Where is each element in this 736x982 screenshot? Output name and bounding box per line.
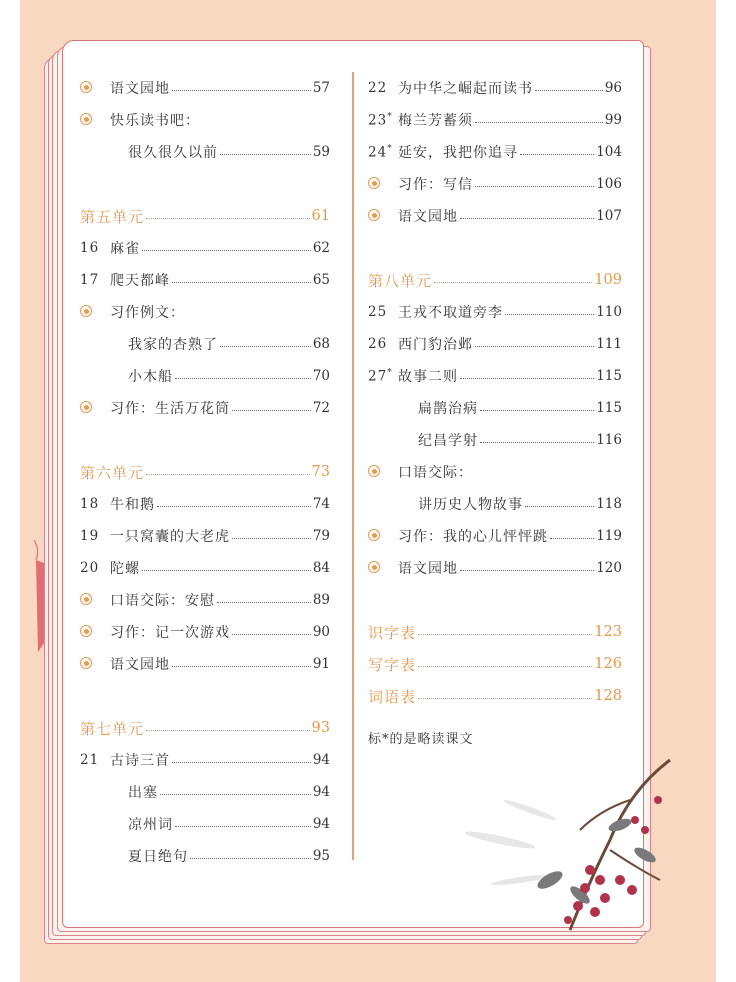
entry-title: 第七单元 <box>80 719 145 738</box>
leader-dots <box>550 538 594 539</box>
leader-dots <box>157 506 311 507</box>
page-number: 74 <box>312 496 330 512</box>
leader-dots <box>172 282 311 283</box>
plum-branch-illustration-icon <box>460 730 700 950</box>
lesson-number: 19 <box>80 528 100 544</box>
column-divider <box>352 72 354 860</box>
entry-title: 夏日绝句 <box>128 849 188 865</box>
entry-title: 第八单元 <box>368 271 433 290</box>
section-gap <box>80 680 330 712</box>
toc-entry[interactable] <box>80 328 330 360</box>
page-number: 106 <box>596 176 622 192</box>
bullet-circle-icon <box>80 304 110 320</box>
leader-dots <box>418 666 592 667</box>
toc-entry[interactable] <box>368 104 622 136</box>
bullet-circle-icon <box>80 112 110 128</box>
page-number: 111 <box>596 336 622 352</box>
entry-title: 延安，我把你追寻 <box>398 145 518 161</box>
page-number: 95 <box>312 848 330 864</box>
toc-entry[interactable] <box>368 296 622 328</box>
page-number: 104 <box>596 144 622 160</box>
leader-dots <box>475 346 594 347</box>
section-gap <box>80 424 330 456</box>
entry-title: 出塞 <box>128 785 158 801</box>
bullet-circle-icon <box>80 624 110 640</box>
entry-title: 小木船 <box>128 369 173 385</box>
entry-title: 习作：记一次游戏 <box>110 625 230 641</box>
entry-title: 口语交际： <box>398 465 473 481</box>
page-number: 94 <box>312 816 330 832</box>
entry-title: 第五单元 <box>80 207 145 226</box>
leader-dots <box>160 794 311 795</box>
entry-title: 陀螺 <box>110 561 140 577</box>
bullet-circle-icon <box>80 400 110 416</box>
toc-unit-heading[interactable] <box>368 616 622 648</box>
entry-title: 语文园地 <box>398 561 458 577</box>
page-number: 123 <box>594 624 622 640</box>
leader-dots <box>480 442 594 443</box>
entry-title: 牛和鹅 <box>110 497 155 513</box>
page-number: 96 <box>604 80 622 96</box>
leader-dots <box>146 730 310 731</box>
lesson-number: 17 <box>80 272 100 288</box>
leader-dots <box>142 570 311 571</box>
section-gap <box>368 232 622 264</box>
page-number: 94 <box>312 784 330 800</box>
toc-entry[interactable] <box>368 520 622 552</box>
page-number: 109 <box>594 272 622 288</box>
page-number: 99 <box>604 112 622 128</box>
skim-reading-star: * <box>387 111 393 122</box>
page-number: 84 <box>312 560 330 576</box>
entry-title: 麻雀 <box>110 241 140 257</box>
entry-title: 我家的杏熟了 <box>128 337 218 353</box>
entry-title: 王戎不取道旁李 <box>398 305 503 321</box>
leader-dots <box>172 762 311 763</box>
page-number: 61 <box>311 208 330 224</box>
leader-dots <box>460 570 594 571</box>
section-gap <box>368 584 622 616</box>
leader-dots <box>480 410 594 411</box>
leader-dots <box>220 154 311 155</box>
entry-title: 一只窝囊的大老虎 <box>110 529 230 545</box>
leader-dots <box>190 858 311 859</box>
entry-title: 很久很久以前 <box>128 145 218 161</box>
toc-unit-heading[interactable] <box>80 712 330 744</box>
leader-dots <box>418 698 592 699</box>
page-number: 116 <box>596 432 622 448</box>
page-number: 72 <box>312 400 330 416</box>
lesson-number: 23* <box>368 111 393 129</box>
page-number: 118 <box>596 496 622 512</box>
toc-entry[interactable] <box>80 72 330 104</box>
toc-entry[interactable] <box>368 200 622 232</box>
leader-dots <box>460 378 594 379</box>
leader-dots <box>232 538 311 539</box>
entry-title: 纪昌学射 <box>418 433 478 449</box>
page-number: 73 <box>311 464 330 480</box>
lesson-number: 27* <box>368 367 393 385</box>
toc-entry[interactable] <box>368 328 622 360</box>
page-number: 90 <box>312 624 330 640</box>
skim-reading-star: * <box>387 143 393 154</box>
toc-entry[interactable] <box>80 808 330 840</box>
leader-dots <box>535 90 603 91</box>
toc-entry[interactable] <box>80 360 330 392</box>
bullet-circle-icon <box>368 464 398 480</box>
leader-dots <box>520 154 594 155</box>
lesson-number: 18 <box>80 496 100 512</box>
page-number: 126 <box>594 656 622 672</box>
toc-unit-heading[interactable] <box>80 456 330 488</box>
lesson-number: 25 <box>368 304 388 320</box>
entry-title: 习作：写信 <box>398 177 473 193</box>
leader-dots <box>175 378 311 379</box>
page-number: 115 <box>596 400 622 416</box>
page-number: 59 <box>312 144 330 160</box>
section-gap <box>80 168 330 200</box>
bullet-circle-icon <box>80 80 110 96</box>
toc-entry[interactable] <box>80 616 330 648</box>
entry-title: 凉州词 <box>128 817 173 833</box>
toc-entry[interactable] <box>368 424 622 456</box>
lesson-number: 21 <box>80 752 100 768</box>
leader-dots <box>418 634 592 635</box>
toc-unit-heading[interactable] <box>368 264 622 296</box>
toc-right-column <box>368 72 622 747</box>
lesson-number: 24* <box>368 143 393 161</box>
entry-title: 古诗三首 <box>110 753 170 769</box>
toc-entry[interactable] <box>368 488 622 520</box>
toc-entry[interactable] <box>80 296 330 328</box>
lesson-number: 26 <box>368 336 388 352</box>
page-number: 62 <box>312 240 330 256</box>
entry-title: 讲历史人物故事 <box>418 497 523 513</box>
page-number: 70 <box>312 368 330 384</box>
page-number: 91 <box>312 656 330 672</box>
bullet-circle-icon <box>368 560 398 576</box>
toc-entry[interactable] <box>80 392 330 424</box>
toc-entry[interactable] <box>368 360 622 392</box>
page-number: 128 <box>594 688 622 704</box>
toc-entry[interactable] <box>80 552 330 584</box>
entry-title: 词语表 <box>368 687 417 706</box>
toc-entry[interactable] <box>80 648 330 680</box>
leader-dots <box>505 314 594 315</box>
toc-entry[interactable] <box>368 456 622 488</box>
page-number: 79 <box>312 528 330 544</box>
toc-entry[interactable] <box>80 488 330 520</box>
entry-title: 语文园地 <box>110 657 170 673</box>
entry-title: 口语交际：安慰 <box>110 593 215 609</box>
toc-left-column <box>80 72 330 872</box>
entry-title: 写字表 <box>368 655 417 674</box>
leader-dots <box>142 250 311 251</box>
page-number: 89 <box>312 592 330 608</box>
toc-entry[interactable] <box>80 520 330 552</box>
page-number: 94 <box>312 752 330 768</box>
toc-entry[interactable] <box>368 168 622 200</box>
toc-entry[interactable] <box>368 392 622 424</box>
leader-dots <box>232 410 311 411</box>
entry-title: 西门豹治邺 <box>398 337 473 353</box>
entry-title: 习作：生活万花筒 <box>110 401 230 417</box>
skim-reading-note: 标*的是略读课文 <box>368 732 474 747</box>
page-number: 65 <box>312 272 330 288</box>
leader-dots <box>460 218 594 219</box>
toc-entry[interactable] <box>80 232 330 264</box>
page-number: 93 <box>311 720 330 736</box>
bullet-circle-icon <box>368 176 398 192</box>
page-number: 110 <box>596 304 622 320</box>
toc-entry[interactable] <box>80 744 330 776</box>
leader-dots <box>217 602 311 603</box>
toc-entry[interactable] <box>80 264 330 296</box>
page-number: 68 <box>312 336 330 352</box>
leader-dots <box>146 474 310 475</box>
entry-title: 爬天都峰 <box>110 273 170 289</box>
page-number: 57 <box>312 80 330 96</box>
toc-entry[interactable] <box>368 552 622 584</box>
bullet-circle-icon <box>80 656 110 672</box>
bullet-circle-icon <box>368 208 398 224</box>
page-number: 115 <box>596 368 622 384</box>
bullet-circle-icon <box>368 528 398 544</box>
leader-dots <box>232 634 311 635</box>
entry-title: 语文园地 <box>398 209 458 225</box>
toc-unit-heading[interactable] <box>368 648 622 680</box>
bullet-circle-icon <box>80 592 110 608</box>
toc-entry[interactable] <box>368 72 622 104</box>
entry-title: 快乐读书吧： <box>110 113 200 129</box>
leader-dots <box>175 826 311 827</box>
toc-unit-heading[interactable] <box>80 200 330 232</box>
skim-reading-star: * <box>387 367 393 378</box>
page-number: 107 <box>596 208 622 224</box>
entry-title: 梅兰芳蓄须 <box>398 113 473 129</box>
leader-dots <box>172 666 311 667</box>
entry-title: 习作：我的心儿怦怦跳 <box>398 529 548 545</box>
entry-title: 语文园地 <box>110 81 170 97</box>
page-number: 119 <box>596 528 622 544</box>
leader-dots <box>434 282 592 283</box>
leader-dots <box>525 506 594 507</box>
toc-unit-heading[interactable] <box>368 680 622 712</box>
toc-entry[interactable] <box>80 840 330 872</box>
toc-entry[interactable] <box>80 776 330 808</box>
leader-dots <box>146 218 310 219</box>
lesson-number: 22 <box>368 80 388 96</box>
lesson-number: 16 <box>80 240 100 256</box>
toc-entry[interactable] <box>80 136 330 168</box>
page-number: 120 <box>596 560 622 576</box>
leader-dots <box>220 346 311 347</box>
entry-title: 第六单元 <box>80 463 145 482</box>
leader-dots <box>172 90 311 91</box>
entry-title: 为中华之崛起而读书 <box>398 81 533 97</box>
entry-title: 习作例文： <box>110 305 185 321</box>
leader-dots <box>475 186 594 187</box>
lesson-number: 20 <box>80 560 100 576</box>
toc-entry[interactable] <box>80 584 330 616</box>
entry-title: 故事二则 <box>398 369 458 385</box>
leader-dots <box>475 122 603 123</box>
entry-title: 识字表 <box>368 623 417 642</box>
toc-entry[interactable] <box>368 136 622 168</box>
toc-entry[interactable] <box>80 104 330 136</box>
entry-title: 扁鹊治病 <box>418 401 478 417</box>
